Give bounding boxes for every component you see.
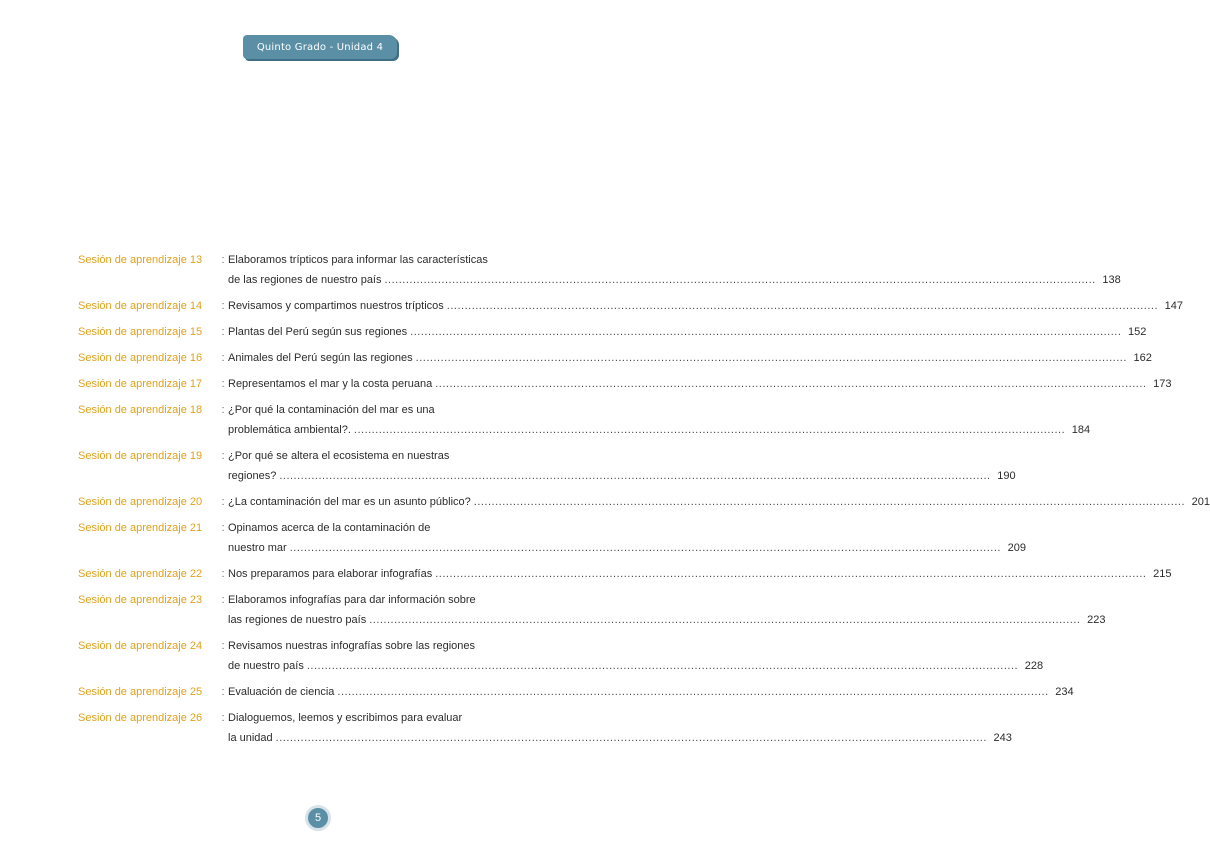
entry-title-line	[228, 656, 1043, 676]
entry-page-number: 138	[1102, 274, 1121, 286]
entry-title-text: Revisamos nuestras infografías sobre las regiones	[228, 640, 476, 652]
entry-title-line	[228, 590, 1105, 610]
toc-entry[interactable]	[78, 296, 1184, 316]
separator-colon: :	[221, 300, 225, 312]
entry-body	[228, 708, 1012, 748]
entry-body	[228, 492, 1210, 512]
entry-title-text: ¿Por qué la contaminación del mar es una	[228, 404, 435, 416]
entry-body	[228, 348, 1152, 368]
session-label: Sesión de aprendizaje 13	[78, 254, 203, 266]
toc-entry[interactable]	[78, 322, 1147, 342]
entry-title-text: problemática ambiental?.	[228, 424, 351, 436]
separator-colon: :	[221, 404, 225, 416]
entry-body	[228, 322, 1146, 342]
toc-entry[interactable]	[78, 590, 1106, 630]
separator-colon: :	[221, 712, 225, 724]
entry-body	[228, 296, 1183, 316]
toc-entry[interactable]	[78, 682, 1074, 702]
session-label: Sesión de aprendizaje 17	[78, 378, 203, 390]
entry-title-line	[228, 250, 1121, 270]
entry-body	[228, 564, 1171, 584]
dot-leader: ........................................................................................................................................................................................................	[289, 542, 1001, 554]
entry-body	[228, 400, 1090, 440]
entry-title-text: Dialoguemos, leemos y escribimos para evaluar	[228, 712, 463, 724]
entry-title-text: Elaboramos infografías para dar información sobre	[228, 594, 476, 606]
session-label: Sesión de aprendizaje 26	[78, 712, 203, 724]
page-number: 5	[314, 812, 322, 824]
entry-page-number: 234	[1055, 686, 1074, 698]
dot-leader: ........................................................................................................................................................................................................	[306, 660, 1019, 672]
separator-colon: :	[221, 568, 225, 580]
entry-title-text: ¿La contaminación del mar es un asunto público?	[228, 496, 471, 508]
entry-title-text: nuestro mar	[228, 542, 287, 554]
entry-title-line	[228, 374, 1171, 394]
dot-leader: ........................................................................................................................................................................................................	[275, 732, 987, 744]
unit-header-title: Quinto Grado - Unidad 4	[256, 41, 384, 53]
entry-page-number: 173	[1153, 378, 1172, 390]
session-label: Sesión de aprendizaje 16	[78, 352, 203, 364]
page-number-badge	[305, 805, 331, 831]
dot-leader: ........................................................................................................................................................................................................	[435, 378, 1147, 390]
unit-header-badge	[243, 35, 397, 59]
dot-leader: ........................................................................................................................................................................................................	[279, 470, 991, 482]
session-label: Sesión de aprendizaje 19	[78, 450, 203, 462]
entry-page-number: 201	[1191, 496, 1210, 508]
entry-title-line	[228, 270, 1121, 290]
separator-colon: :	[221, 640, 225, 652]
entry-page-number: 223	[1087, 614, 1106, 626]
separator-colon: :	[221, 326, 225, 338]
dot-leader: ........................................................................................................................................................................................................	[384, 274, 1096, 286]
entry-title-line	[228, 518, 1026, 538]
entry-title-text: Evaluación de ciencia	[228, 686, 335, 698]
entry-title-line	[228, 682, 1074, 702]
toc-entry[interactable]	[78, 636, 1044, 676]
session-label: Sesión de aprendizaje 25	[78, 686, 203, 698]
entry-body	[228, 250, 1121, 290]
entry-page-number: 184	[1071, 424, 1091, 436]
toc-entry[interactable]	[78, 374, 1172, 394]
dot-leader: ........................................................................................................................................................................................................	[446, 300, 1159, 312]
dot-leader: ........................................................................................................................................................................................................	[353, 424, 1066, 436]
dot-leader: ........................................................................................................................................................................................................	[369, 614, 1081, 626]
dot-leader: ........................................................................................................................................................................................................	[415, 352, 1127, 364]
entry-title-line	[228, 636, 1043, 656]
entry-title-text: Nos preparamos para elaborar infografías	[228, 568, 433, 580]
dot-leader: ........................................................................................................................................................................................................	[473, 496, 1185, 508]
entry-body	[228, 374, 1171, 394]
entry-page-number: 209	[1007, 542, 1026, 554]
session-label: Sesión de aprendizaje 24	[78, 640, 203, 652]
entry-page-number: 228	[1024, 660, 1044, 672]
entry-title-line	[228, 296, 1183, 316]
separator-colon: :	[221, 522, 225, 534]
entry-page-number: 243	[993, 732, 1012, 744]
entry-title-line	[228, 708, 1012, 728]
session-label: Sesión de aprendizaje 20	[78, 496, 203, 508]
separator-colon: :	[221, 496, 225, 508]
entry-body	[228, 518, 1026, 558]
toc-entry[interactable]	[78, 400, 1091, 440]
entry-page-number: 152	[1128, 326, 1147, 338]
entry-title-line	[228, 322, 1146, 342]
toc-entry[interactable]	[78, 348, 1152, 368]
toc-entry[interactable]	[78, 492, 1210, 512]
entry-title-text: de nuestro país	[228, 660, 304, 672]
session-label: Sesión de aprendizaje 14	[78, 300, 203, 312]
dot-leader: ........................................................................................................................................................................................................	[337, 686, 1049, 698]
table-of-contents	[78, 250, 1210, 754]
entry-title-text: la unidad	[228, 732, 273, 744]
entry-title-text: ¿Por qué se altera el ecosistema en nuestras	[228, 450, 450, 462]
entry-body	[228, 590, 1105, 630]
separator-colon: :	[221, 352, 225, 364]
entry-title-line	[228, 466, 1016, 486]
entry-title-text: Revisamos y compartimos nuestros trípticos	[228, 300, 444, 312]
session-label: Sesión de aprendizaje 23	[78, 594, 203, 606]
entry-page-number: 190	[997, 470, 1016, 482]
entry-title-line	[228, 420, 1090, 440]
entry-title-text: Animales del Perú según las regiones	[228, 352, 413, 364]
entry-title-text: de las regiones de nuestro país	[228, 274, 382, 286]
entry-title-line	[228, 400, 1090, 420]
separator-colon: :	[221, 594, 225, 606]
entry-page-number: 162	[1133, 352, 1152, 364]
entry-title-line	[228, 446, 1016, 466]
toc-entry[interactable]	[78, 446, 1016, 486]
dot-leader: ........................................................................................................................................................................................................	[410, 326, 1122, 338]
toc-entry[interactable]	[78, 250, 1121, 290]
separator-colon: :	[221, 254, 225, 266]
entry-page-number: 147	[1164, 300, 1184, 312]
entry-title-text: Plantas del Perú según sus regiones	[228, 326, 408, 338]
session-label: Sesión de aprendizaje 21	[78, 522, 203, 534]
toc-entry[interactable]	[78, 564, 1172, 584]
toc-entry[interactable]	[78, 708, 1012, 748]
session-label: Sesión de aprendizaje 18	[78, 404, 203, 416]
entry-page-number: 215	[1153, 568, 1172, 580]
entry-body	[228, 636, 1043, 676]
entry-title-text: regiones?	[228, 470, 277, 482]
session-label: Sesión de aprendizaje 22	[78, 568, 203, 580]
entry-body	[228, 682, 1074, 702]
separator-colon: :	[221, 450, 225, 462]
entry-title-line	[228, 538, 1026, 558]
toc-entry[interactable]	[78, 518, 1026, 558]
entry-title-line	[228, 348, 1152, 368]
entry-title-line	[228, 728, 1012, 748]
dot-leader: ........................................................................................................................................................................................................	[435, 568, 1147, 580]
separator-colon: :	[221, 686, 225, 698]
entry-title-line	[228, 610, 1105, 630]
separator-colon: :	[221, 378, 225, 390]
entry-title-text: las regiones de nuestro país	[228, 614, 367, 626]
entry-title-line	[228, 492, 1210, 512]
entry-title-line	[228, 564, 1171, 584]
entry-body	[228, 446, 1016, 486]
entry-title-text: Representamos el mar y la costa peruana	[228, 378, 433, 390]
entry-title-text: Elaboramos trípticos para informar las características	[228, 254, 488, 266]
entry-title-text: Opinamos acerca de la contaminación de	[228, 522, 431, 534]
session-label: Sesión de aprendizaje 15	[78, 326, 203, 338]
